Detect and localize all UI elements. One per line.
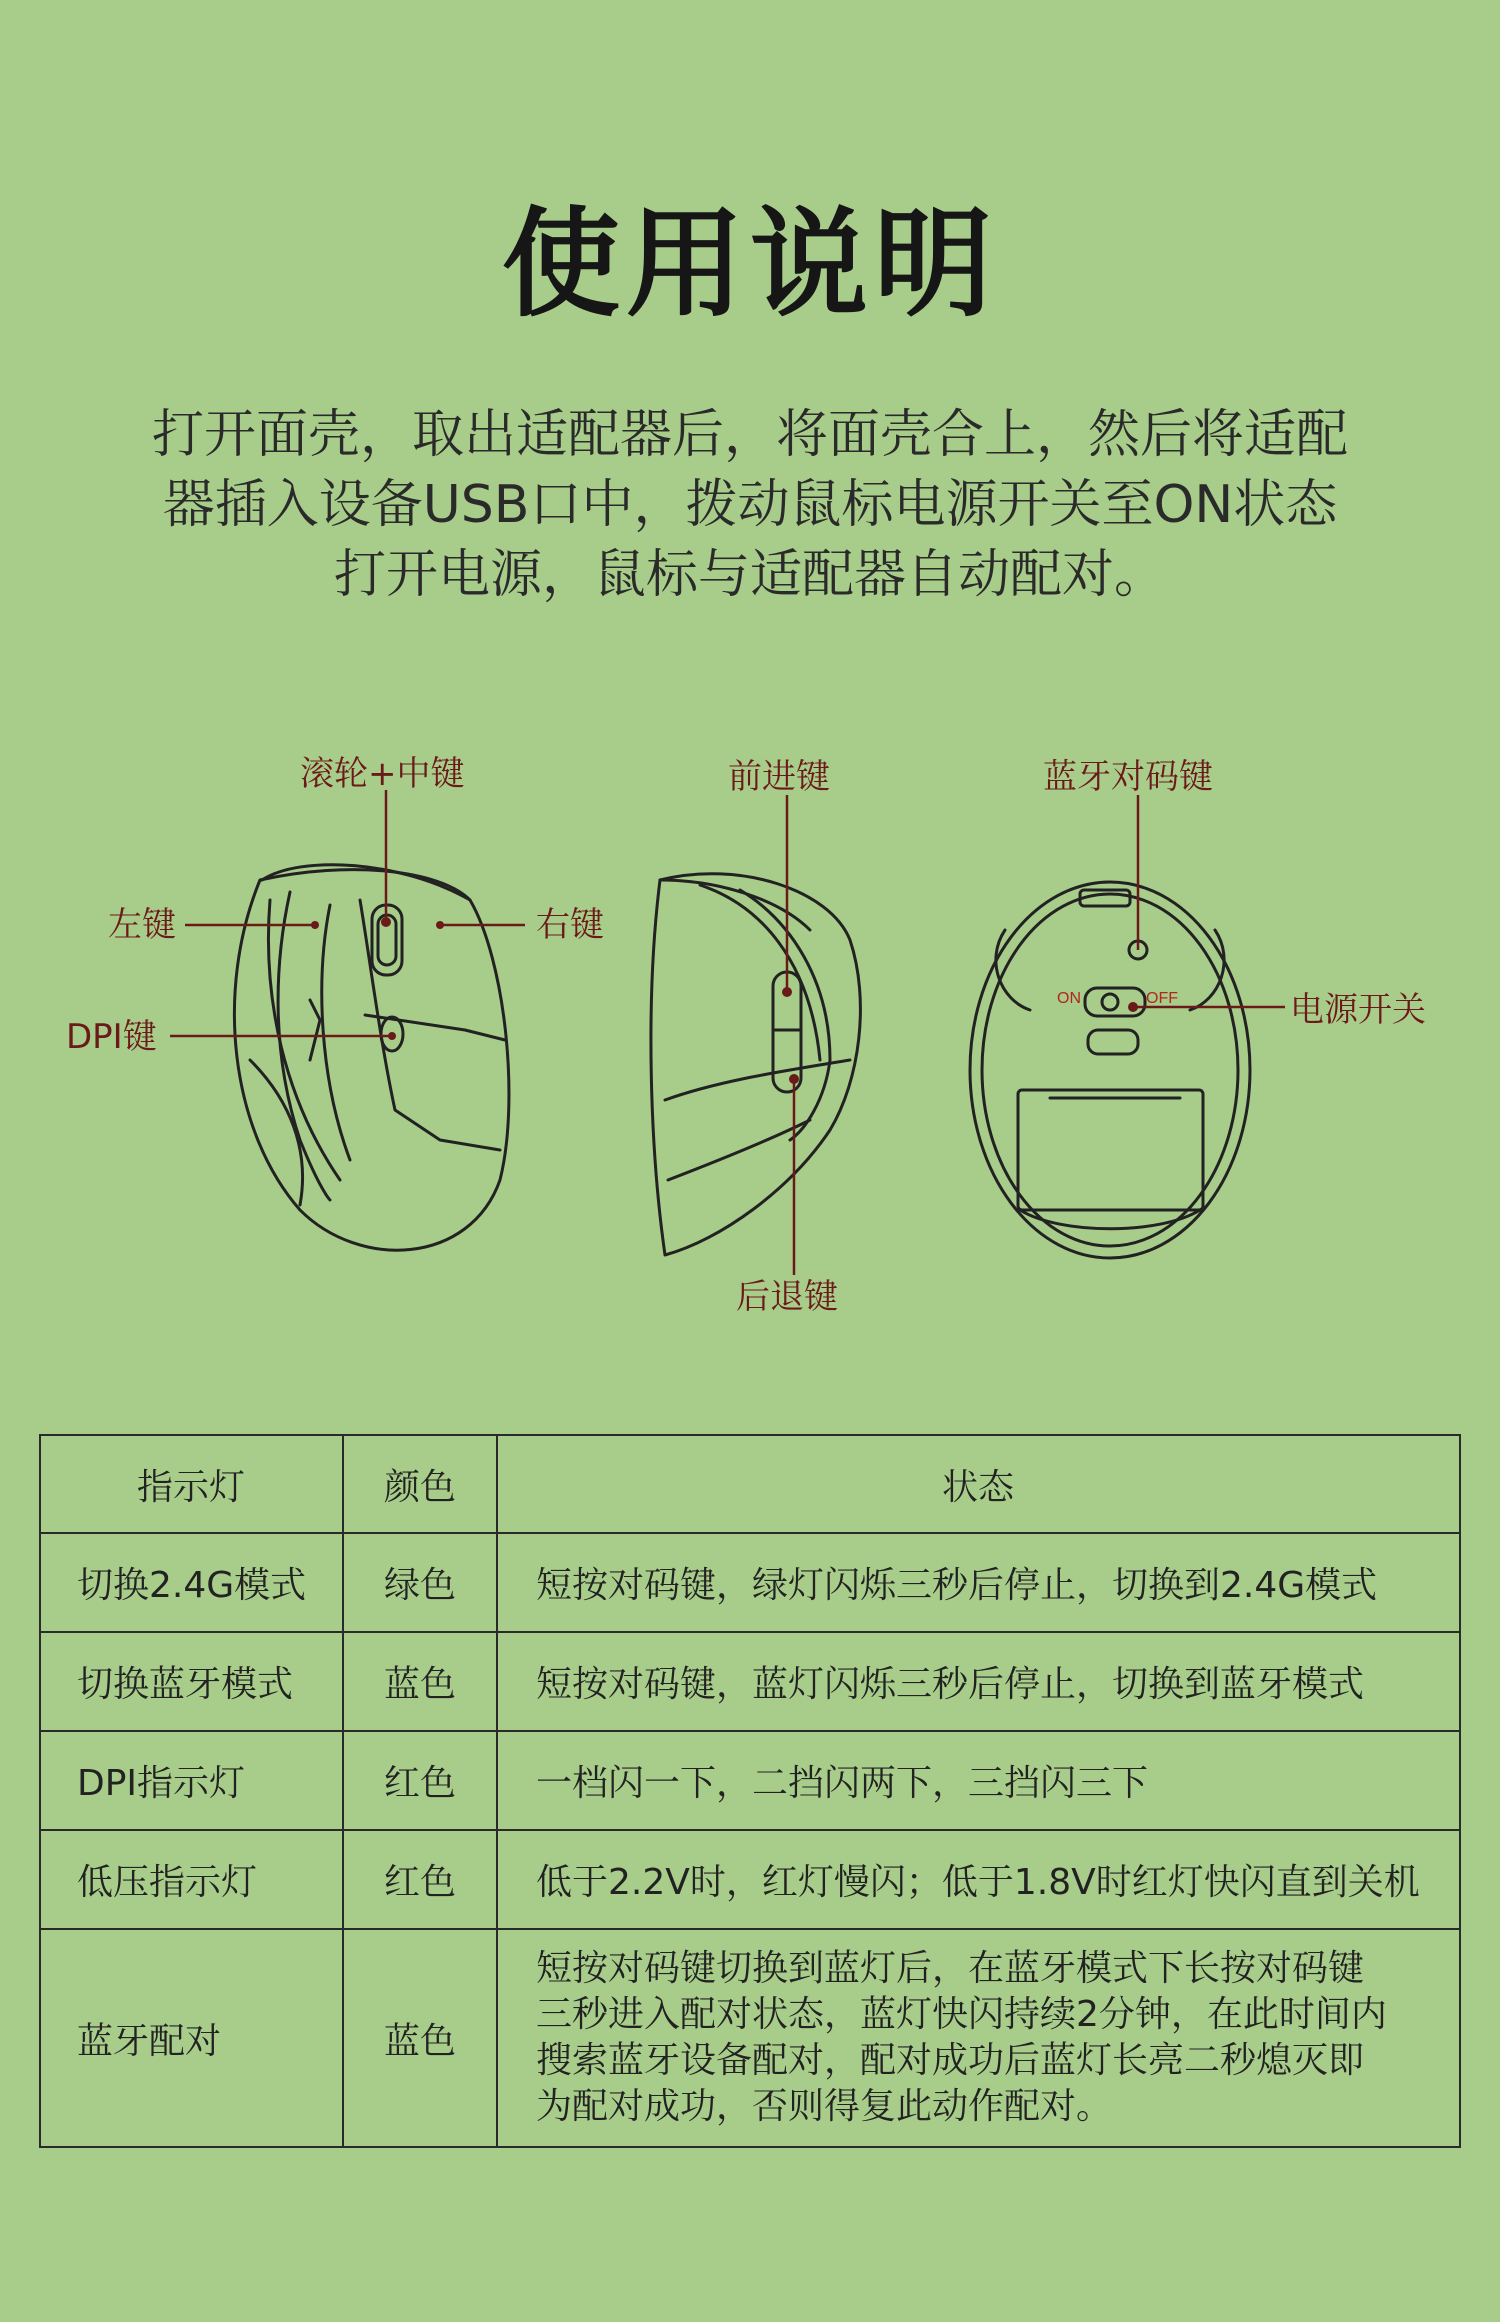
switch-on-label: ON xyxy=(1057,990,1081,1007)
row-color: 红色 xyxy=(343,1830,497,1929)
status-line: 三秒进入配对状态，蓝灯快闪持续2分钟，在此时间内 xyxy=(536,1994,1387,2035)
row-color: 绿色 xyxy=(343,1533,497,1632)
row-indicator: 低压指示灯 xyxy=(40,1830,343,1929)
status-line: 短按对码键切换到蓝灯后，在蓝牙模式下长按对码键 xyxy=(536,1948,1365,1989)
bt-pair-button-label: 蓝牙对码键 xyxy=(1043,757,1213,797)
header-color: 颜色 xyxy=(343,1435,497,1533)
left-button-label: 左键 xyxy=(108,905,176,945)
row-color: 蓝色 xyxy=(343,1929,497,2147)
back-button-label: 后退键 xyxy=(736,1277,838,1317)
mouse-bottom-view xyxy=(970,882,1250,1258)
row-status: 短按对码键，蓝灯闪烁三秒后停止，切换到蓝牙模式 xyxy=(497,1632,1460,1731)
status-line: 搜索蓝牙设备配对，配对成功后蓝灯长亮二秒熄灭即 xyxy=(536,2040,1365,2081)
row-status: 低于2.2V时，红灯慢闪；低于1.8V时红灯快闪直到关机 xyxy=(497,1830,1460,1929)
table-header-row xyxy=(40,1435,1460,1533)
row-status: 一档闪一下，二挡闪两下，三挡闪三下 xyxy=(497,1731,1460,1830)
table-row xyxy=(40,1632,1460,1731)
row-color: 红色 xyxy=(343,1731,497,1830)
dpi-button-label: DPI键 xyxy=(66,1017,157,1057)
switch-off-label: OFF xyxy=(1146,990,1178,1007)
status-line: 为配对成功，否则得复此动作配对。 xyxy=(536,2086,1113,2127)
row-status xyxy=(497,1929,1460,2147)
indicator-table xyxy=(39,1434,1461,2148)
row-indicator: 蓝牙配对 xyxy=(40,1929,343,2147)
table-row xyxy=(40,1731,1460,1830)
scroll-middle-label: 滚轮+中键 xyxy=(300,754,465,794)
row-status: 短按对码键，绿灯闪烁三秒后停止，切换到2.4G模式 xyxy=(497,1533,1460,1632)
right-button-label: 右键 xyxy=(536,905,604,945)
row-indicator: DPI指示灯 xyxy=(40,1731,343,1830)
row-indicator: 切换2.4G模式 xyxy=(40,1533,343,1632)
intro-line: 打开面壳，取出适配器后，将面壳合上，然后将适配 xyxy=(151,405,1348,465)
header-indicator: 指示灯 xyxy=(40,1435,343,1533)
header-status: 状态 xyxy=(497,1435,1460,1533)
table-row xyxy=(40,1929,1460,2147)
intro-line: 打开电源，鼠标与适配器自动配对。 xyxy=(333,545,1166,605)
table-row xyxy=(40,1533,1460,1632)
row-indicator: 切换蓝牙模式 xyxy=(40,1632,343,1731)
mouse-side-view xyxy=(651,874,860,1255)
page-title: 使用说明 xyxy=(501,195,998,333)
forward-button-label: 前进键 xyxy=(728,757,830,797)
mouse-front-view xyxy=(234,865,509,1250)
table-row xyxy=(40,1830,1460,1929)
row-color: 蓝色 xyxy=(343,1632,497,1731)
power-switch-label: 电源开关 xyxy=(1290,990,1426,1030)
intro-line: 器插入设备USB口中，拨动鼠标电源开关至ON状态 xyxy=(162,475,1338,535)
